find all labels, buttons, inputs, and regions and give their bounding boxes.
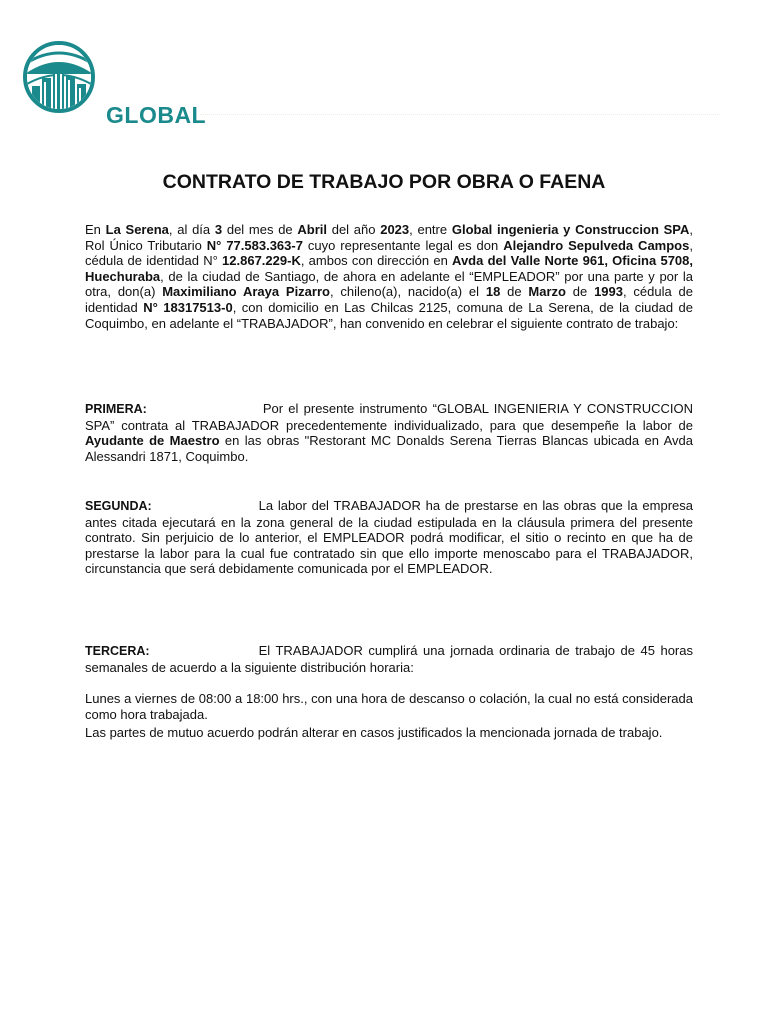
clause-label: SEGUNDA: [85,499,152,513]
clause-tercera: TERCERA: El TRABAJADOR cumplirá una jornada ordinaria de trabajo de 45 horas semanales de acuerdo a la siguiente distribución horaria: [85,643,693,675]
intro-paragraph: En La Serena, al día 3 del mes de Abril del año 2023, entre Global ingenieria y Construccion SPA, Rol Único Tributario N° 77.583.363-7 cuyo representante legal es don Alejandro Sepulveda Campos, cédula de identidad N° 12.867.229-K, ambos con dirección en Avda del Valle Norte 961, Oficina 5708, Huechuraba, de la ciudad de Santiago, de ahora en adelante el “EMPLEADOR” por una parte y por la otra, don(a) Maximiliano Araya Pizarro, chileno(a), nacido(a) el 18 de Marzo de 1993, cédula de identidad N° 18317513-0, con domicilio en Las Chilcas 2125, comuna de La Serena, de la ciudad de Coquimbo, en adelante el “TRABAJADOR”, han convenido en celebrar el siguiente contrato de trabajo: [85,222,694,331]
clause-label: PRIMERA: [85,402,147,416]
job-role: Ayudante de Maestro [85,433,220,449]
clause-segunda: SEGUNDA: La labor del TRABAJADOR ha de prestarse en las obras que la empresa antes citada ejecutará en la zona general de la ciudad estipulada en la cláusula primera del presente contrato. Sin perjuicio de lo anterior, el EMPLEADOR podrá modificar, el sitio o recinto en que ha de prestarse la labor para la cual fue contratado sin que ello importe menoscabo para el TRABAJADOR, circunstancia que será debidamente comunicada por el EMPLEADOR. [85,498,693,577]
document-title: CONTRATO DE TRABAJO POR OBRA O FAENA [162,171,606,193]
clause-label: TERCERA: [85,644,150,658]
clause-primera: PRIMERA: Por el presente instrumento “GLOBAL INGENIERIA Y CONSTRUCCION SPA” contrata al TRABAJADOR precedentemente individualizado, para que desempeñe la labor de Ayudante de Maestro en las obras "Restorant MC Donalds Serena Tierras Blancas ubicada en Avda Alessandri 1871, Coquimbo. [85,401,693,464]
brand-name: GLOBAL [106,102,207,128]
header-divider [200,114,720,115]
schedule-note: Las partes de mutuo acuerdo podrán alterar en casos justificados la mencionada jornada de trabajo. [85,725,663,740]
company-logo [22,40,222,128]
schedule-paragraph: Lunes a viernes de 08:00 a 18:00 hrs., con una hora de descanso o colación, la cual no está considerada como hora trabajada. [85,691,693,722]
globe-with-buildings-icon [22,40,98,116]
